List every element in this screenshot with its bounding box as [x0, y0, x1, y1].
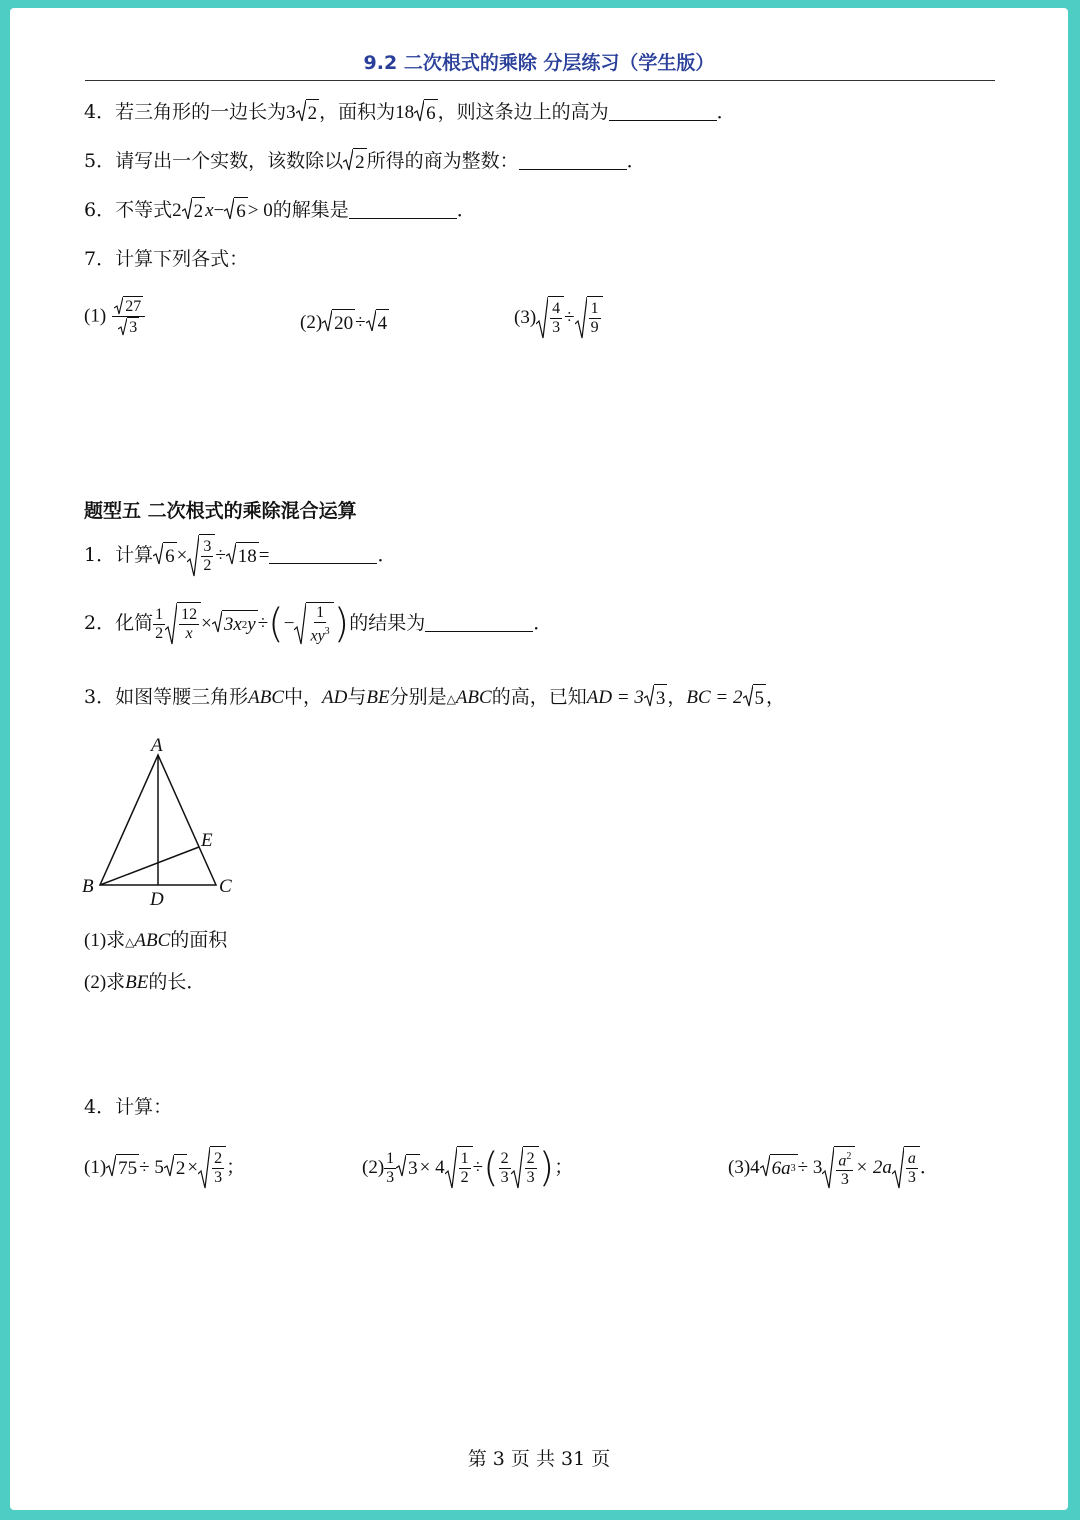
denominator: 3 — [500, 1168, 509, 1186]
operator: × — [187, 1157, 199, 1178]
radicand: 5 — [753, 684, 767, 713]
radicand: 3x — [223, 613, 242, 635]
question-number: 4． — [84, 1096, 116, 1118]
radicand: 2 — [353, 148, 367, 177]
question-number: 2． — [84, 612, 116, 634]
variable: y — [247, 613, 256, 635]
question-text: 的高，已知 — [491, 686, 587, 708]
question-text: 不等式 — [115, 199, 173, 221]
s5-question-4-part-2 — [362, 1146, 573, 1190]
question-number: 7． — [84, 248, 116, 270]
question-text: 如图等腰三角形 — [115, 686, 249, 708]
s5-question-4 — [84, 1093, 172, 1121]
question-7-part-2 — [300, 308, 389, 338]
triangle-name: ABC — [134, 930, 171, 951]
part-label: (3) — [514, 307, 537, 328]
right-paren: ) — [333, 601, 350, 647]
part-text: (1)求 — [84, 930, 126, 951]
question-text: 的解集是 — [272, 199, 349, 221]
numerator: 2 — [214, 1150, 223, 1167]
part-label: (1) — [84, 1157, 107, 1178]
denominator: 2 — [155, 624, 164, 642]
s5-question-4-part-3 — [728, 1146, 939, 1190]
numerator: 4 — [552, 300, 561, 317]
question-text: 化简 — [115, 612, 154, 634]
label-a: A — [151, 735, 163, 756]
operator: ÷ — [564, 307, 575, 328]
label-c: C — [219, 876, 232, 897]
equation: BC = 2 — [686, 687, 743, 708]
numerator: 12 — [181, 606, 198, 623]
part-label: (3) — [728, 1157, 751, 1178]
denominator: 3 — [214, 1169, 223, 1186]
part-label: (2) — [362, 1157, 385, 1178]
s5-question-4-part-1 — [84, 1146, 245, 1190]
part-text: 的长． — [148, 971, 206, 993]
punct: ； — [226, 1156, 246, 1178]
s5-question-2 — [84, 602, 552, 646]
punct: ； — [554, 1156, 574, 1178]
segment: BE — [366, 687, 390, 708]
operator: = — [258, 545, 270, 566]
operator: > 0 — [247, 200, 273, 221]
radicand: 75 — [116, 1154, 139, 1183]
question-7 — [84, 245, 248, 273]
exponent: 2 — [846, 1150, 852, 1162]
triangle-name: ABC — [455, 687, 492, 708]
question-text: 中， — [284, 686, 323, 708]
numerator: a — [838, 1152, 847, 1170]
question-text: ，面积为 — [319, 101, 396, 123]
variable: x — [205, 200, 214, 221]
denominator: 3 — [552, 319, 561, 336]
radicand: 6 — [234, 197, 248, 226]
radicand: 27 — [125, 297, 142, 315]
left-paren: ( — [268, 601, 284, 647]
radicand: 2 — [306, 99, 320, 128]
question-text: 请写出一个实数，该数除以 — [115, 150, 344, 172]
punct: ， — [667, 686, 687, 708]
question-7-part-3 — [514, 296, 603, 340]
radicand: 18 — [236, 542, 259, 571]
page-footer: 第 3 页 共 31 页 — [467, 1448, 611, 1470]
question-number: 5． — [84, 150, 116, 172]
question-number: 3． — [84, 686, 116, 708]
label-d: D — [150, 889, 164, 910]
operator: − — [213, 200, 225, 221]
s5-question-3-part-2 — [84, 968, 205, 997]
question-text: 计算下列各式： — [115, 248, 249, 270]
s5-question-1 — [84, 534, 397, 578]
numerator: 1 — [460, 1150, 469, 1167]
left-paren: ( — [483, 1145, 499, 1191]
segment: AD — [322, 687, 348, 708]
answer-blank[interactable] — [609, 98, 717, 121]
s5-question-3 — [84, 683, 785, 713]
part-text: 的面积 — [170, 929, 228, 951]
numerator: 1 — [386, 1149, 395, 1167]
answer-blank[interactable] — [425, 609, 533, 632]
numerator: 2 — [526, 1150, 535, 1167]
question-7-part-1 — [84, 296, 145, 337]
radicand: 3 — [129, 318, 138, 336]
triangle-symbol: △ — [125, 935, 135, 949]
punct: ， — [766, 686, 786, 708]
answer-blank[interactable] — [519, 147, 627, 170]
part-label: (2) — [300, 312, 323, 333]
denominator: xy — [310, 627, 325, 645]
operator: ÷ 5 — [139, 1157, 164, 1178]
question-4 — [84, 98, 736, 128]
radicand: 20 — [332, 309, 355, 338]
operator: × 2a — [855, 1157, 892, 1178]
exponent: 2 — [241, 618, 248, 631]
radicand: 6a — [771, 1157, 791, 1179]
question-text: 分别是 — [389, 686, 447, 708]
label-e: E — [201, 830, 213, 851]
punct: ． — [533, 612, 553, 634]
exponent: 3 — [324, 625, 330, 637]
part-label: (1) — [84, 305, 107, 327]
operator: ÷ — [355, 312, 366, 333]
triangle-symbol: △ — [446, 692, 456, 706]
question-text: 计算： — [115, 1096, 173, 1118]
sqrt — [296, 99, 320, 128]
operator: − — [283, 613, 295, 634]
operator: × — [176, 545, 188, 566]
question-number: 1． — [84, 544, 116, 566]
sqrt — [343, 148, 367, 177]
denominator: 3 — [526, 1169, 535, 1186]
answer-blank[interactable] — [349, 196, 457, 219]
coef: 18 — [395, 102, 415, 123]
punct: ． — [919, 1156, 939, 1178]
right-paren: ) — [538, 1145, 555, 1191]
equation: AD = 3 — [586, 687, 644, 708]
numerator: a — [907, 1150, 916, 1167]
question-5 — [84, 147, 646, 177]
question-text: 计算 — [115, 544, 154, 566]
operator: ÷ 3 — [797, 1157, 823, 1178]
page-title: 9.2 二次根式的乘除 分层练习（学生版） — [363, 52, 715, 74]
operator: ÷ — [472, 1157, 484, 1178]
numerator: 1 — [316, 603, 325, 621]
radicand: 3 — [654, 684, 668, 713]
radicand: 3 — [406, 1154, 420, 1183]
question-number: 6． — [84, 199, 116, 221]
denominator: 9 — [590, 319, 599, 336]
denominator: 3 — [840, 1171, 849, 1189]
denominator: 2 — [203, 557, 212, 574]
radicand: 6 — [163, 542, 177, 571]
denominator: x — [185, 625, 193, 642]
coef: 4 — [750, 1157, 760, 1178]
part-text: (2)求 — [84, 972, 126, 993]
punct: ． — [377, 544, 397, 566]
numerator: 1 — [155, 605, 164, 623]
operator: × 4 — [419, 1157, 445, 1178]
sqrt — [224, 197, 248, 226]
radicand: 6 — [424, 99, 438, 128]
exponent: 3 — [790, 1162, 796, 1174]
radicand: 2 — [192, 197, 206, 226]
header-rule — [85, 80, 995, 81]
question-text: ，则这条边上的高为 — [437, 101, 609, 123]
answer-blank[interactable] — [269, 541, 377, 564]
operator: × — [201, 613, 212, 634]
punct: ． — [456, 199, 476, 221]
worksheet-page — [10, 8, 1068, 1510]
sqrt — [414, 99, 438, 128]
coef: 2 — [172, 200, 182, 221]
punct: ． — [626, 150, 646, 172]
denominator: 3 — [386, 1168, 395, 1186]
segment: BE — [125, 972, 149, 993]
fraction — [112, 296, 145, 337]
label-b: B — [82, 876, 94, 897]
question-number: 4． — [84, 101, 116, 123]
punct: ． — [716, 101, 736, 123]
question-text: 与 — [347, 686, 367, 708]
denominator: 3 — [907, 1169, 916, 1186]
question-text: 的结果为 — [349, 612, 426, 634]
numerator: 3 — [203, 538, 212, 555]
question-text: 所得的商为整数： — [366, 150, 519, 172]
denominator: 2 — [460, 1169, 469, 1186]
operator: ÷ — [257, 613, 269, 634]
triangle-name: ABC — [248, 687, 284, 708]
s5-question-3-part-1 — [84, 926, 227, 956]
question-text: 若三角形的一边长为 — [115, 101, 287, 123]
radicand: 2 — [174, 1154, 188, 1183]
operator: ÷ — [215, 545, 226, 566]
numerator: 2 — [500, 1149, 509, 1167]
sqrt — [182, 197, 206, 226]
numerator: 1 — [590, 300, 599, 317]
section-title: 题型五 二次根式的乘除混合运算 — [84, 500, 357, 522]
question-6 — [84, 196, 476, 226]
coef: 3 — [286, 102, 296, 123]
triangle-figure — [80, 733, 250, 913]
radicand: 4 — [376, 309, 390, 338]
